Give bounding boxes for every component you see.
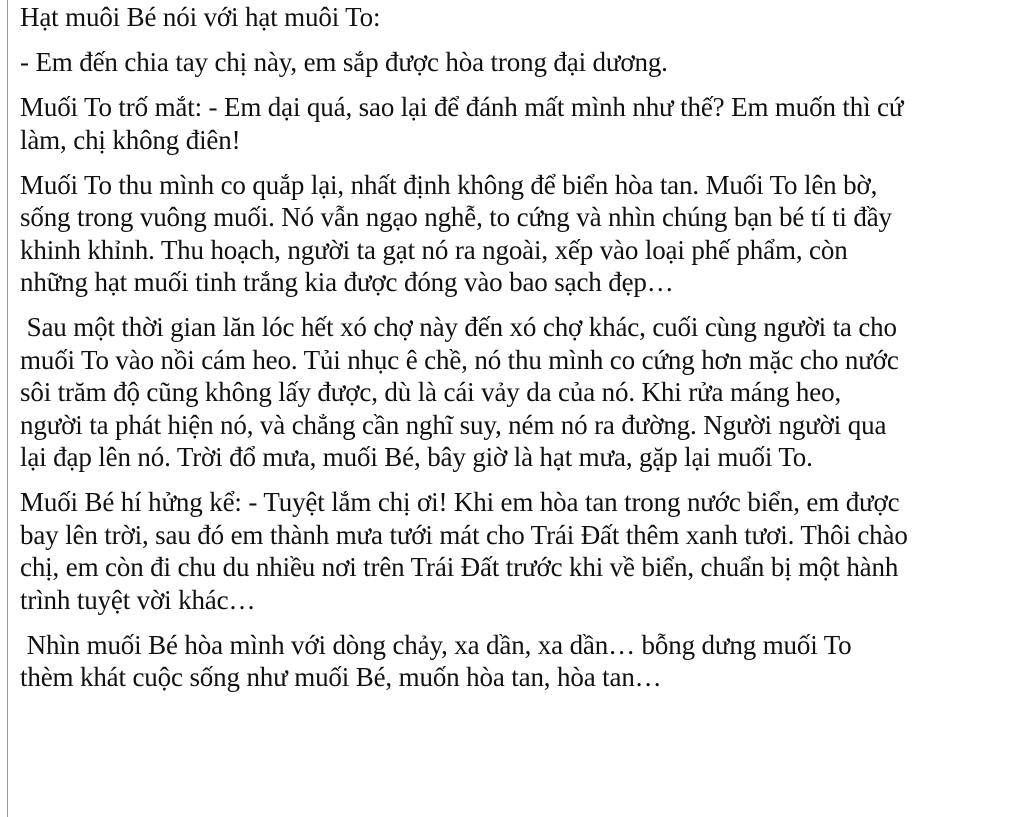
paragraph-7 (20, 629, 1022, 694)
text-line: làm, chị không điên! (20, 124, 241, 155)
paragraph-3 (20, 91, 1022, 156)
text-line: sôi trăm độ cũng không lấy được, dù là cái vảy da của nó. Khi rửa máng heo, (20, 377, 842, 407)
paragraph-4 (20, 169, 1022, 299)
document-body (20, 1, 1022, 706)
text-line: Muối To thu mình co quắp lại, nhất định không để biển hòa tan. Muối To lên bờ, (20, 169, 878, 200)
text-line: bay lên trời, sau đó em thành mưa tưới mát cho Trái Đất thêm xanh tươi. Thôi chào (20, 519, 908, 550)
text-line: trình tuyệt vời khác… (20, 584, 256, 615)
paragraph-5 (20, 311, 1022, 474)
page-left-border (7, 0, 8, 817)
text-line: Hạt muôi Bé nói với hạt muôi To: (20, 2, 381, 32)
paragraph-1 (20, 1, 1022, 34)
text-line: người ta phát hiện nó, và chẳng cần nghĩ suy, ném nó ra đường. Người người qua (20, 409, 887, 440)
text-line: - Em đến chia tay chị này, em sắp được hòa trong đại dương. (20, 47, 668, 77)
paragraph-6 (20, 486, 1022, 616)
text-line: Sau một thời gian lăn lóc hết xó chợ này đến xó chợ khác, cuối cùng người ta cho (20, 312, 897, 342)
text-line: Muối Bé hí hửng kể: - Tuyệt lắm chị ơi! Khi em hòa tan trong nước biển, em được (20, 487, 900, 517)
text-line: Nhìn muối Bé hòa mình với dòng chảy, xa dần, xa dần… bỗng dưng muối To (20, 629, 852, 660)
text-line: khinh khỉnh. Thu hoạch, người ta gạt nó ra ngoài, xếp vào loại phế phẩm, còn (20, 234, 848, 265)
text-line: những hạt muối tinh trắng kia được đóng vào bao sạch đẹp… (20, 267, 674, 297)
text-line: sống trong vuông muối. Nó vẫn ngạo nghễ, to cứng và nhìn chúng bạn bé tí ti đầy (20, 202, 892, 232)
text-line: muối To vào nồi cám heo. Tủi nhục ê chề, nó thu mình co cứng hơn mặc cho nước (20, 344, 899, 375)
text-line: thèm khát cuộc sống như muối Bé, muốn hòa tan, hòa tan… (20, 662, 662, 692)
text-line: Muối To trố mắt: - Em dại quá, sao lại để đánh mất mình như thế? Em muốn thì cứ (20, 92, 904, 122)
paragraph-2 (20, 46, 1022, 79)
text-line: lại đạp lên nó. Trời đổ mưa, muối Bé, bây giờ là hạt mưa, gặp lại muối To. (20, 442, 813, 472)
text-line: chị, em còn đi chu du nhiều nơi trên Trái Đất trước khi về biển, chuẩn bị một hành (20, 552, 899, 582)
